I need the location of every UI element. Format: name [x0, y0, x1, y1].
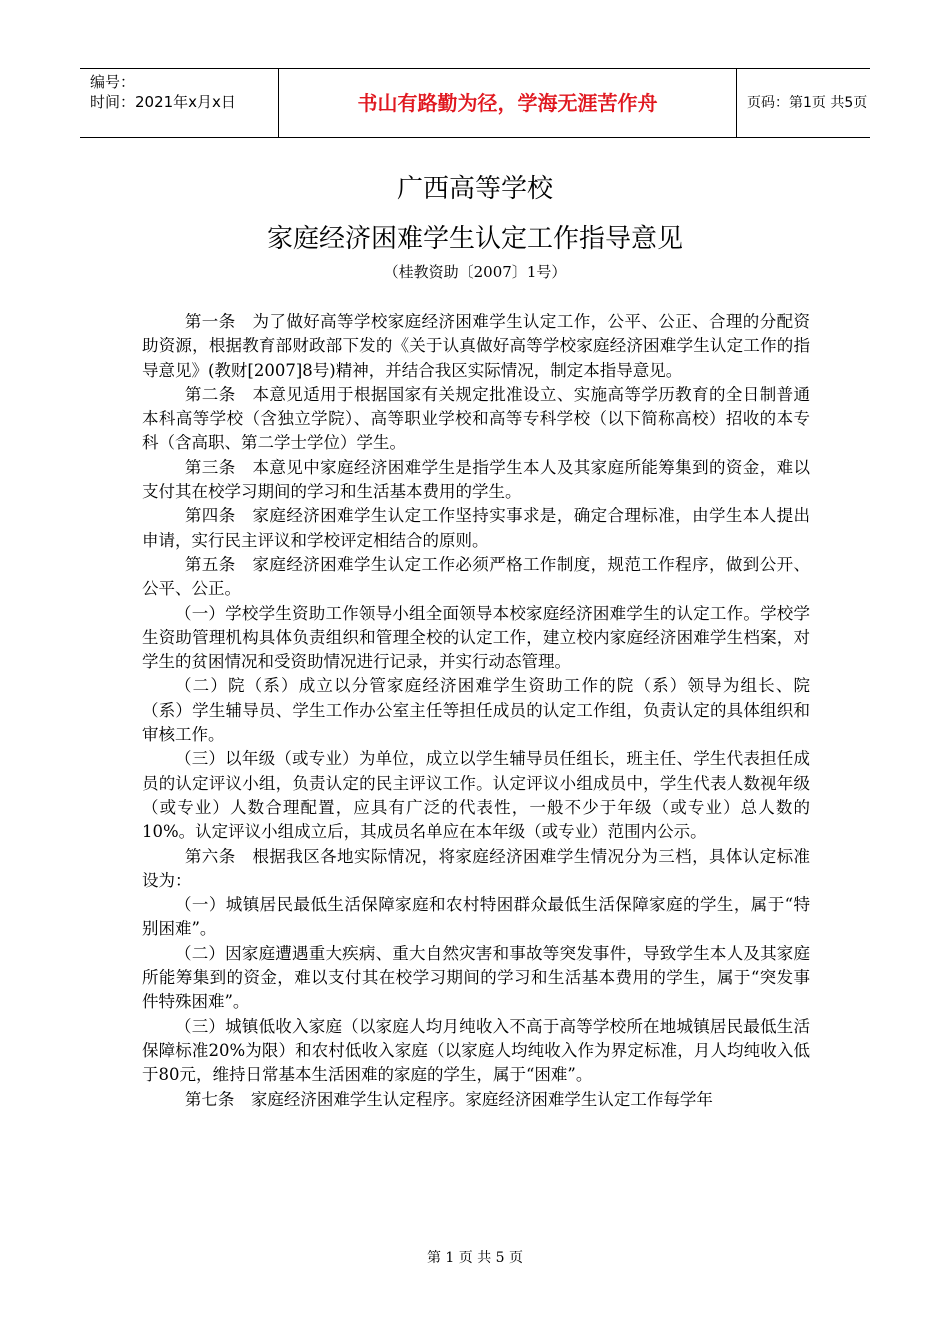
header-meta — [80, 69, 279, 137]
document-title-line1: 广西高等学校 — [396, 174, 553, 204]
paragraph-article-5-item-1: （一）学校学生资助工作领导小组全面领导本校家庭经济困难学生的认定工作。学校学生资助管理机构具体负责组织和管理全校的认定工作，建立校内家庭经济困难学生档案，对学生的贫困情况和受资助情况进行记录，并实行动态管理。 — [142, 603, 810, 672]
document-title-line2: 家庭经济困难学生认定工作指导意见 — [266, 224, 683, 254]
paragraph-article-1: 第一条 为了做好高等学校家庭经济困难学生认定工作，公平、公正、合理的分配资助资源，根据教育部财政部下发的《关于认真做好高等学校家庭经济困难学生认定工作的指导意见》(教财[2007]8号)精神，并结合我区实际情况，制定本指导意见。 — [142, 312, 810, 380]
header-motto: 书山有路勤为径，学海无涯苦作舟 — [279, 69, 737, 137]
paragraph-article-5-item-3: （三）以年级（或专业）为单位，成立以学生辅导员任组长，班主任、学生代表担任成员的认定评议小组，负责认定的民主评议工作。认定评议小组成员中，学生代表人数视年级（或专业）人数合理配置，应具有广泛的代表性，一般不少于年级（或专业）总人数的10%。认定评议小组成立后，其成员名单应在本年级（或专业）范围内公示。 — [142, 749, 810, 842]
paragraph-article-6-item-1: （一）城镇居民最低生活保障家庭和农村特困群众最低生活保障家庭的学生，属于“特别困难”。 — [142, 895, 810, 939]
document-body — [142, 310, 810, 1112]
time-label: 时间：2021年x月x日 — [90, 93, 236, 111]
paragraph-article-2: 第二条 本意见适用于根据国家有关规定批准设立、实施高等学历教育的全日制普通本科高等学校（含独立学院）、高等职业学校和高等专科学校（以下简称高校）招收的本专科（含高职、第二学士学位）学生。 — [142, 384, 810, 453]
page-header — [80, 68, 870, 138]
number-label: 编号： — [90, 73, 136, 91]
paragraph-article-5-item-2: （二）院（系）成立以分管家庭经济困难学生资助工作的院（系）领导为组长、院（系）学生辅导员、学生工作办公室主任等担任成员的认定工作组，负责认定的具体组织和审核工作。 — [142, 676, 810, 745]
paragraph-article-5: 第五条 家庭经济困难学生认定工作必须严格工作制度，规范工作程序，做到公开、公平、公正。 — [142, 554, 810, 599]
page-footer: 第 1 页 共 5 页 — [426, 1250, 524, 1266]
header-page-info: 页码：第1页 共5页 — [747, 95, 868, 111]
paragraph-article-3: 第三条 本意见中家庭经济困难学生是指学生本人及其家庭所能筹集到的资金，难以支付其在校学习期间的学习和生活基本费用的学生。 — [142, 457, 810, 502]
paragraph-article-6: 第六条 根据我区各地实际情况，将家庭经济困难学生情况分为三档，具体认定标准设为： — [142, 846, 810, 890]
paragraph-article-6-item-2: （二）因家庭遭遇重大疾病、重大自然灾害和事故等突发事件，导致学生本人及其家庭所能筹集到的资金，难以支付其在校学习期间的学习和生活基本费用的学生，属于“突发事件特殊困难”。 — [142, 943, 810, 1012]
paragraph-article-4: 第四条 家庭经济困难学生认定工作坚持实事求是，确定合理标准，由学生本人提出申请，实行民主评议和学校评定相结合的原则。 — [142, 506, 810, 550]
document-number: （桂教资助〔2007〕1号） — [383, 263, 567, 281]
paragraph-article-7: 第七条 家庭经济困难学生认定程序。家庭经济困难学生认定工作每学年 — [184, 1089, 713, 1109]
paragraph-article-6-item-3: （三）城镇低收入家庭（以家庭人均月纯收入不高于高等学校所在地城镇居民最低生活保障标准20%为限）和农村低收入家庭（以家庭人均纯收入作为界定标准，月人均纯收入低于80元，维持日常基本生活困难的家庭的学生，属于“困难”。 — [142, 1016, 810, 1085]
